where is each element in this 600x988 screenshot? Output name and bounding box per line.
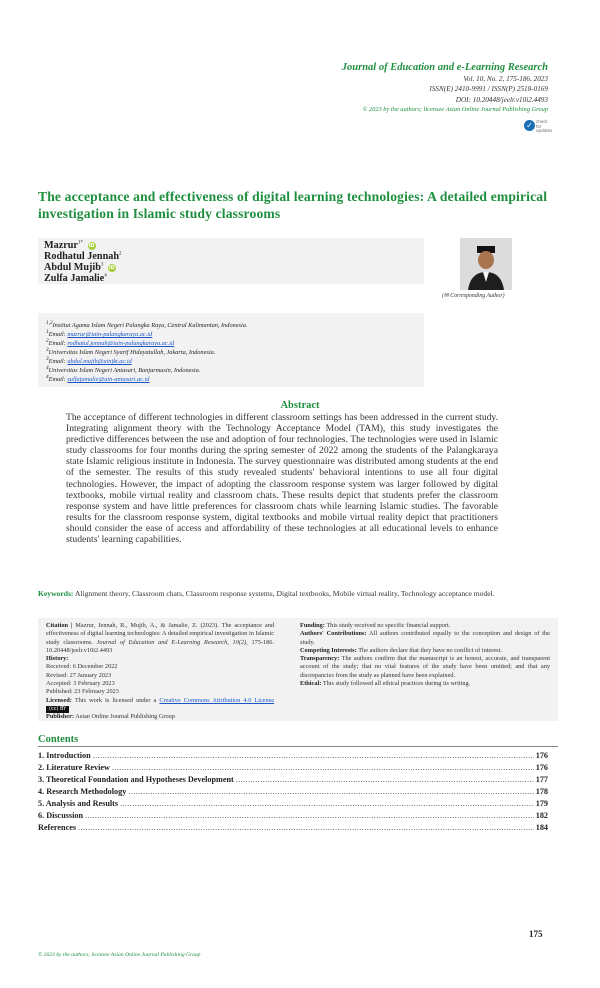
toc-dots [128, 786, 533, 798]
history-accepted: Accepted: 3 February 2023 [46, 680, 115, 688]
affiliation-line [46, 365, 200, 374]
crossmark-icon: ✓ [524, 120, 535, 131]
affiliation-sup: 3 [46, 356, 49, 362]
affiliation-email [46, 329, 152, 338]
contributions-text: All authors contributed equally to the conception and design of the study. [300, 630, 550, 646]
journal-copyright: © 2023 by the authors; licensee Asian Online Journal Publishing Group [362, 106, 548, 113]
email-label: Email: [48, 340, 68, 348]
abstract-text: The acceptance of different technologies in different classroom settings has been addressed in the current study. Integrating alignment theory with the Technology Acceptance Model (TAM), this study investigates the predictive differences between the use and adoption of four technologies. The technologies were used in Islamic study classrooms for four months during the spring semester of 2022 among the students of the Palangkaraya state Islamic religious institute in Indonesia. The survey questionnaire was distributed among students at the end of the semester. The results of this study revealed students' behavioral intentions to use all four digital technologies. However, the impact of adopting the classroom response system was larger followed by digital textbooks, mobile virtual reality and classroom chats. These results depict that students prefer the classroom response system and have little preferences for classroom chats while learning Islamic studies. The favorable results for the classroom response system, digital textbooks and mobile virtual reality depict that practitioners should consider the ease of access and affordability of these technologies at all educational levels to enhance students' learning capabilities. [66, 412, 498, 546]
contents-heading: Contents [38, 734, 79, 745]
toc-dots [78, 822, 534, 834]
competing-interests [300, 647, 550, 655]
affiliation-text: Universitas Islam Negeri Antasari, Banjarmasin, Indonesia. [48, 367, 201, 375]
funding [300, 622, 550, 630]
toc-page: 178 [535, 787, 548, 796]
competing-label: Competing Interests: [300, 646, 357, 654]
toc-dots [93, 750, 534, 762]
crossmark-label: check for updates [536, 119, 553, 133]
journal-header [342, 63, 548, 116]
ethical-label: Ethical: [300, 680, 322, 688]
toc-title: 1. Introduction [38, 751, 91, 760]
toc-dots [236, 774, 534, 786]
article-info-left [46, 622, 274, 722]
toc-page: 177 [535, 775, 548, 784]
contents-divider [38, 746, 558, 747]
author-sup: 1* [77, 240, 83, 246]
toc-item[interactable] [38, 750, 548, 762]
orcid-icon[interactable]: iD [88, 243, 95, 249]
competing-text: The authors declare that they have no conflict of interest. [358, 646, 502, 654]
affiliation-line [46, 347, 215, 356]
citation-text: Mazrur, Jennah, R., Mujib, A., & Jamalie, Z. (2023). The acceptance and effectiveness of digital learning technologies: A detailed empirical investigation in Islamic study classrooms. [46, 622, 274, 646]
transparency-text: The authors confirm that the manuscript is an honest, accurate, and transparent account of the study; that no vital features of the study have been omitted; and that any discrepancies from the study as planned have been explained. [300, 655, 550, 679]
affiliation-sup: 2 [46, 338, 49, 344]
publisher-label: Publisher: [46, 713, 74, 721]
citation-journal: Journal of Education and E-Learning Research, 10(2), [96, 638, 248, 646]
toc-item[interactable] [38, 762, 548, 774]
citation-pages: 175-186. 10.20448/jeelr.v10i2.4493 [46, 638, 275, 654]
license-text: This work is licensed under a [74, 696, 157, 704]
affiliation-sup: 3 [46, 347, 49, 353]
email-link[interactable]: rodhatul.jennah@iain-palangkaraya.ac.id [67, 340, 175, 348]
email-link[interactable]: abdul.mujib@uinjkt.ac.id [67, 358, 132, 366]
author-1 [44, 240, 96, 251]
affiliation-sup: 4 [46, 365, 49, 371]
history-label: History: [46, 655, 69, 663]
transparency-label: Transparency: [300, 655, 340, 663]
affiliation-sup: 1,2 [46, 320, 53, 326]
author-3 [44, 262, 116, 273]
email-label: Email: [48, 376, 68, 384]
affiliations-box [38, 313, 424, 387]
publisher-text: Asian Online Journal Publishing Group [75, 713, 175, 721]
journal-issn: ISSN(E) 2410-9991 / ISSN(P) 2518-0169 [429, 85, 548, 93]
footer-copyright: © 2023 by the authors; licensee Asian Online Journal Publishing Group [38, 952, 201, 958]
contributions-label: Authors' Contributions: [300, 630, 367, 638]
toc-dots [112, 762, 534, 774]
affiliation-email [46, 356, 132, 365]
author-sup: 2 [119, 251, 122, 257]
page-number: 175 [529, 929, 543, 939]
citation-label: Citation | [46, 622, 73, 629]
affiliation-text: Institut Agama Islam Negeri Palangka Raya, Central Kalimantan, Indonesia. [52, 322, 248, 330]
affiliation-line [46, 320, 247, 329]
toc-item[interactable] [38, 786, 548, 798]
transparency [300, 655, 550, 680]
toc-item[interactable] [38, 798, 548, 810]
publisher [46, 713, 274, 721]
history-received: Received: 6 December 2022 [46, 663, 118, 671]
ethical-text: This study followed all ethical practices during its writing. [322, 680, 471, 688]
keywords [38, 589, 558, 600]
article-info-right [300, 622, 550, 688]
author-name: Abdul Mujib [44, 262, 101, 273]
toc-item[interactable] [38, 810, 548, 822]
author-name: Rodhatul Jennah [44, 251, 120, 262]
toc-title: 3. Theoretical Foundation and Hypotheses Development [38, 775, 234, 784]
cc-by-icon[interactable]: (cc) BY [46, 706, 69, 713]
affiliation-sup: 1 [46, 329, 49, 335]
corresponding-author-caption: (✉ Corresponding Author) [442, 293, 505, 299]
toc-title: 6. Discussion [38, 811, 84, 820]
author-name: Mazrur [44, 240, 78, 251]
toc-page: 184 [535, 823, 548, 832]
affiliation-sup: 4 [46, 374, 49, 380]
affiliation-text: Universitas Islam Negeri Syarif Hidayatullah, Jakarta, Indonesia. [48, 349, 216, 357]
toc-dots [85, 810, 534, 822]
authors-box [38, 238, 424, 284]
orcid-icon[interactable]: iD [109, 265, 115, 271]
email-label: Email: [48, 331, 68, 339]
journal-volume: Vol. 10, No. 2, 175-186, 2023 [463, 74, 548, 83]
paper-title: The acceptance and effectiveness of digital learning technologies: A detailed empirical investigation in Islamic study classrooms [38, 189, 548, 221]
journal-doi: DOI: 10.20448/jeelr.v10i2.4493 [455, 95, 548, 104]
license [46, 697, 274, 714]
toc-title: 4. Research Methodology [38, 787, 127, 796]
toc-page: 176 [535, 751, 548, 760]
author-4 [44, 273, 107, 284]
toc-dots [120, 798, 534, 810]
keywords-text: Alignment theory, Classroom chats, Classroom response systems, Digital textbooks, Mobile virtual reality, Technology acceptance model. [74, 589, 495, 598]
toc-title: 5. Analysis and Results [38, 799, 119, 808]
toc-page: 176 [535, 763, 548, 772]
author-2 [44, 251, 122, 262]
contributions [300, 630, 550, 647]
toc-page: 182 [535, 811, 548, 820]
funding-label: Funding: [300, 622, 325, 629]
ethical [300, 680, 550, 688]
author-sup: 3 [100, 262, 104, 268]
author-name: Zulfa Jamalie [44, 273, 105, 284]
author-photo [460, 238, 512, 290]
affiliation-email [46, 338, 174, 347]
author-portrait-icon [460, 238, 512, 290]
toc-item[interactable] [38, 774, 548, 786]
email-link[interactable]: zulfajamalie@uin-antasari.ac.id [67, 376, 150, 384]
license-link[interactable]: Creative Commons Attribution 4.0 License [159, 696, 275, 704]
affiliation-email [46, 374, 149, 383]
abstract-heading: Abstract [280, 400, 320, 411]
email-label: Email: [48, 358, 68, 366]
journal-title: Journal of Education and e-Learning Research [341, 62, 548, 73]
toc-page: 179 [535, 799, 548, 808]
author-sup: 4 [104, 273, 107, 279]
keywords-label: Keywords: [38, 589, 74, 598]
history-revised: Revised: 27 January 2023 [46, 671, 112, 679]
history-published: Published: 23 February 2023 [46, 688, 119, 696]
license-label: Licensed: [46, 696, 72, 704]
crossmark-badge[interactable] [524, 119, 553, 134]
funding-text: This study received no specific financial support. [326, 622, 451, 629]
toc-title: References [38, 823, 77, 832]
citation [46, 622, 274, 655]
toc-item[interactable] [38, 822, 548, 834]
toc-title: 2. Literature Review [38, 763, 110, 772]
email-link[interactable]: mazrur@iain-palangkaraya.ac.id [67, 331, 153, 339]
